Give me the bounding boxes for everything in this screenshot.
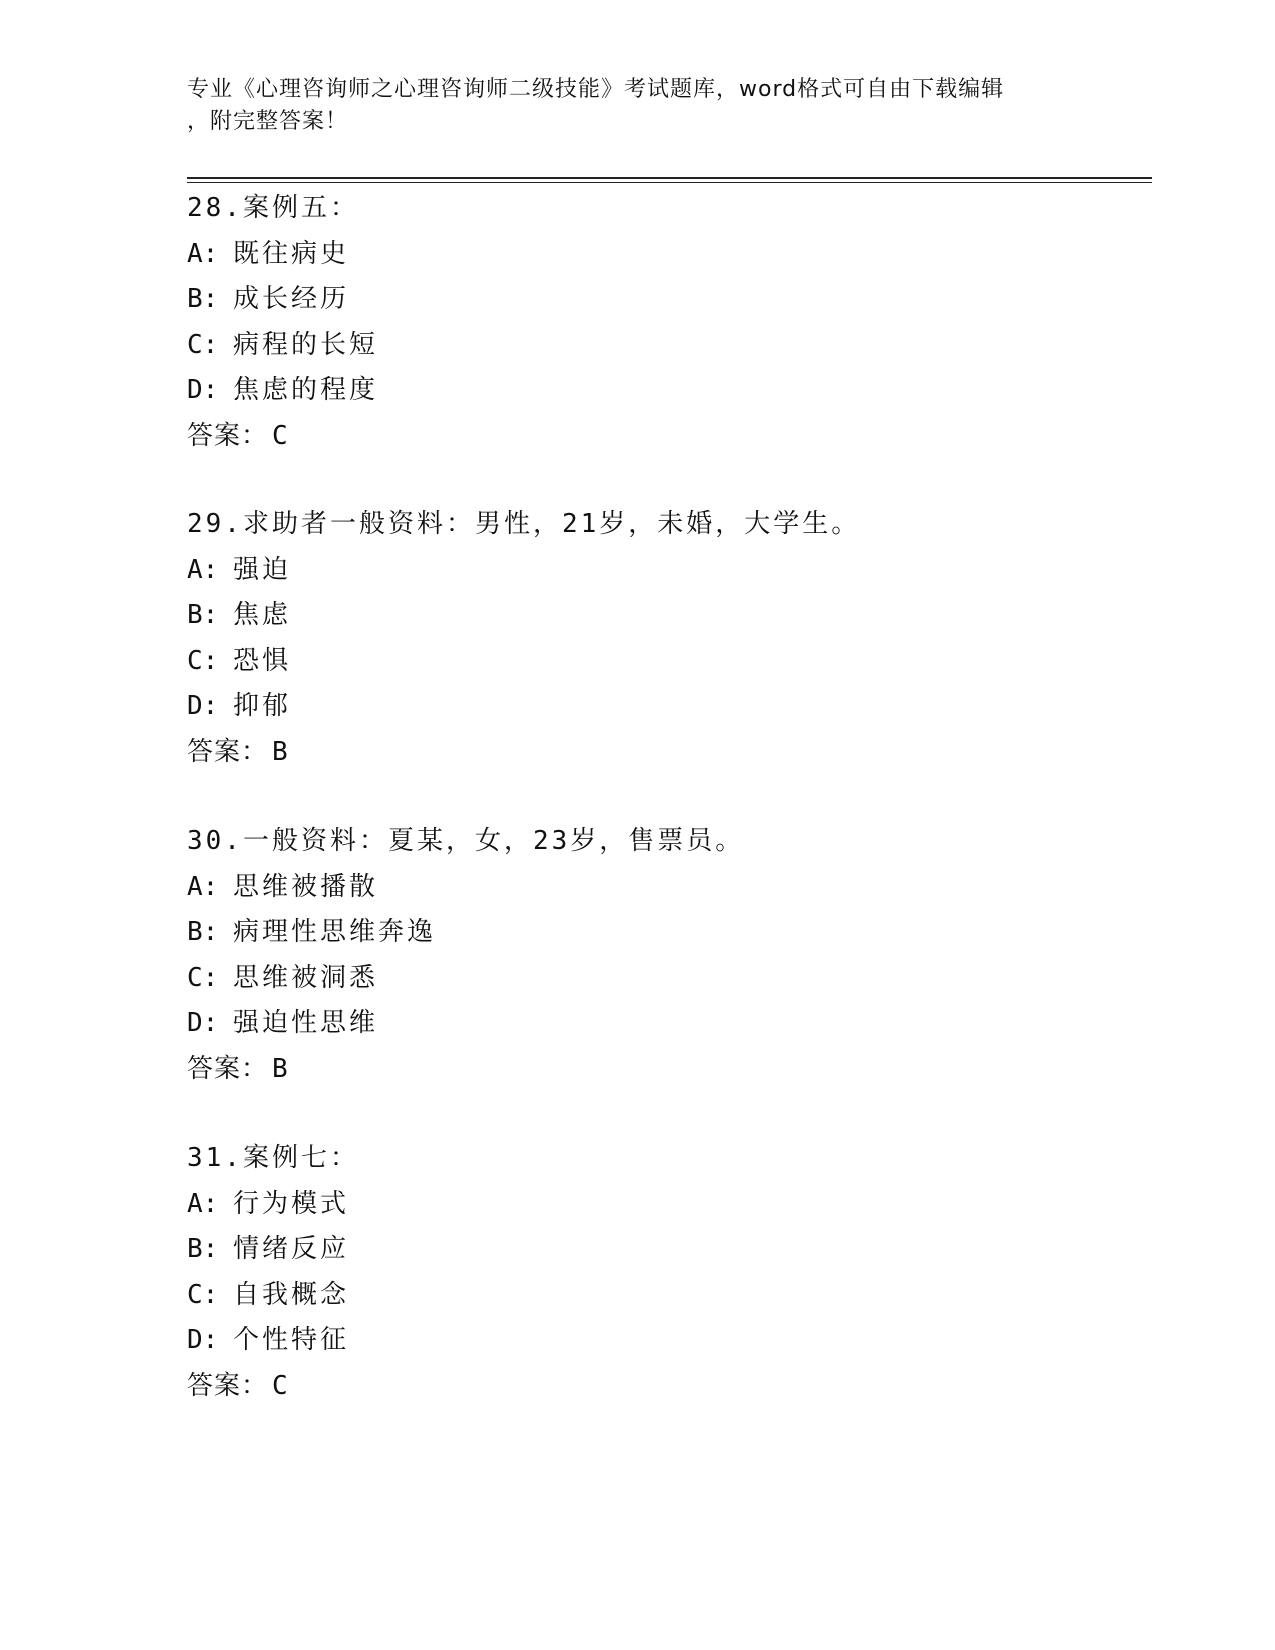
option-label: B: bbox=[187, 917, 219, 947]
option-text: 强迫 bbox=[233, 554, 292, 585]
answer-label: 答案： bbox=[187, 1370, 269, 1401]
question-block bbox=[187, 819, 1147, 1092]
option-label: C: bbox=[187, 645, 219, 676]
option-text: 病理性思维奔逸 bbox=[233, 917, 437, 947]
option-c bbox=[187, 956, 1147, 1002]
option-label: D: bbox=[187, 1008, 219, 1038]
option-label: A: bbox=[187, 1188, 219, 1219]
option-b bbox=[187, 910, 1147, 956]
option-text: 自我概念 bbox=[233, 1279, 350, 1310]
option-text: 病程的长短 bbox=[233, 329, 379, 360]
option-d bbox=[187, 368, 1147, 414]
option-d bbox=[187, 1318, 1147, 1364]
header-rule-thick bbox=[187, 177, 1152, 179]
option-label: A: bbox=[187, 871, 219, 902]
option-text: 个性特征 bbox=[233, 1325, 350, 1355]
answer-value: C bbox=[272, 420, 289, 451]
answer-line bbox=[187, 730, 1147, 776]
option-b bbox=[187, 277, 1147, 323]
option-label: D: bbox=[187, 375, 219, 405]
option-c bbox=[187, 323, 1147, 369]
question-stem: 31.案例七： bbox=[187, 1143, 359, 1173]
question-stem: 29.求助者一般资料：男性，21岁，未婚，大学生。 bbox=[187, 509, 861, 539]
option-label: A: bbox=[187, 238, 219, 269]
answer-value: B bbox=[272, 1053, 289, 1084]
option-text: 成长经历 bbox=[233, 284, 350, 314]
option-b bbox=[187, 593, 1147, 639]
option-text: 思维被播散 bbox=[233, 871, 379, 902]
header-rule-thin bbox=[187, 182, 1152, 183]
option-text: 抑郁 bbox=[233, 691, 292, 721]
option-label: A: bbox=[187, 554, 219, 585]
option-label: B: bbox=[187, 1234, 219, 1264]
option-text: 恐惧 bbox=[233, 645, 292, 676]
answer-label: 答案： bbox=[187, 736, 269, 767]
option-c bbox=[187, 1273, 1147, 1319]
option-a bbox=[187, 232, 1147, 278]
question-stem: 28.案例五： bbox=[187, 193, 359, 223]
option-text: 焦虑 bbox=[233, 600, 292, 630]
option-text: 行为模式 bbox=[233, 1188, 350, 1219]
option-a bbox=[187, 1182, 1147, 1228]
header-line-1: 专业《心理咨询师之心理咨询师二级技能》考试题库，word格式可自由下载编辑 bbox=[187, 77, 1005, 102]
option-text: 思维被洞悉 bbox=[233, 962, 379, 993]
answer-label: 答案： bbox=[187, 1053, 269, 1084]
answer-line bbox=[187, 414, 1147, 460]
question-stem: 30.一般资料：夏某，女，23岁，售票员。 bbox=[187, 826, 745, 856]
option-c bbox=[187, 639, 1147, 685]
option-label: C: bbox=[187, 962, 219, 993]
document-header bbox=[187, 74, 1087, 138]
option-a bbox=[187, 548, 1147, 594]
option-label: B: bbox=[187, 600, 219, 630]
option-text: 情绪反应 bbox=[233, 1234, 350, 1264]
option-label: C: bbox=[187, 329, 219, 360]
option-d bbox=[187, 684, 1147, 730]
header-line-2: ，附完整答案！ bbox=[187, 109, 349, 134]
option-b bbox=[187, 1227, 1147, 1273]
option-d bbox=[187, 1001, 1147, 1047]
question-block bbox=[187, 186, 1147, 459]
answer-value: B bbox=[272, 736, 289, 767]
answer-label: 答案： bbox=[187, 420, 269, 451]
option-text: 强迫性思维 bbox=[233, 1008, 379, 1038]
answer-value: C bbox=[272, 1370, 289, 1401]
question-block bbox=[187, 1136, 1147, 1409]
option-label: C: bbox=[187, 1279, 219, 1310]
option-text: 既往病史 bbox=[233, 238, 350, 269]
option-text: 焦虑的程度 bbox=[233, 375, 379, 405]
option-label: D: bbox=[187, 691, 219, 721]
option-label: D: bbox=[187, 1325, 219, 1355]
question-block bbox=[187, 502, 1147, 775]
answer-line bbox=[187, 1364, 1147, 1410]
option-a bbox=[187, 865, 1147, 911]
answer-line bbox=[187, 1047, 1147, 1093]
option-label: B: bbox=[187, 284, 219, 314]
